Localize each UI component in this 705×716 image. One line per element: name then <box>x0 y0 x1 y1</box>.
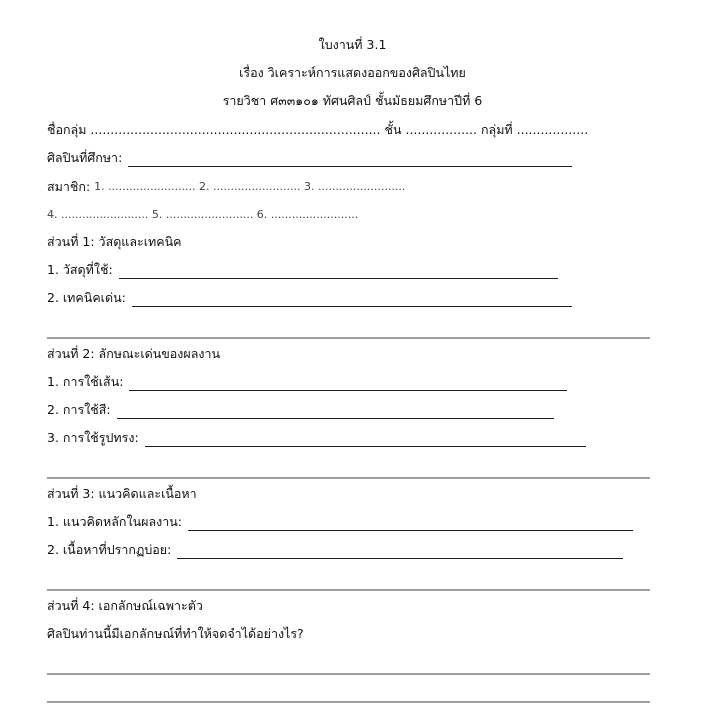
section-1-item-2 <box>47 289 572 307</box>
section-3-item-2 <box>47 541 623 559</box>
section-2-item-1 <box>47 373 567 391</box>
worksheet-subject: เรื่อง วิเคราะห์การแสดงออกของศิลปินไทย <box>239 65 466 80</box>
item-label: 1. การใช้เส้น: <box>47 374 124 389</box>
item-label: 1. แนวคิดหลักในผลงาน: <box>47 514 182 529</box>
section-1-item-1 <box>47 261 558 279</box>
divider <box>47 589 650 591</box>
divider <box>47 337 650 339</box>
answer-blank[interactable] <box>119 264 558 279</box>
answer-blank[interactable] <box>129 376 567 391</box>
item-label: 3. การใช้รูปทรง: <box>47 430 139 445</box>
item-label: 2. การใช้สี: <box>47 402 111 417</box>
worksheet-course: รายวิชา ศ๓๓๑๐๑ ทัศนศิลป์ ชั้นมัธยมศึกษาปีที่ 6 <box>222 93 483 108</box>
section-2-item-2 <box>47 401 554 419</box>
worksheet-title: ใบงานที่ 3.1 <box>318 37 387 52</box>
divider <box>47 477 650 479</box>
answer-line[interactable] <box>47 701 650 703</box>
item-label: 1. วัสดุที่ใช้: <box>47 262 113 277</box>
section-4-title: ส่วนที่ 4: เอกลักษณ์เฉพาะตัว <box>47 598 203 613</box>
members-row-1 <box>47 178 405 196</box>
section-2-title: ส่วนที่ 2: ลักษณะเด่นของผลงาน <box>47 346 221 361</box>
group-name-line: ชื่อกลุ่ม ......................................................................... ชั้น .................. กลุ่มที่ .................. <box>47 122 589 137</box>
section-3-title: ส่วนที่ 3: แนวคิดและเนื้อหา <box>47 486 197 501</box>
artist-field <box>47 149 572 167</box>
item-label: 2. เนื้อหาที่ปรากฏบ่อย: <box>47 542 172 557</box>
answer-blank[interactable] <box>132 292 572 307</box>
answer-blank[interactable] <box>188 516 633 531</box>
members-label: สมาชิก: <box>47 179 91 194</box>
answer-line[interactable] <box>47 673 650 675</box>
answer-blank[interactable] <box>117 404 554 419</box>
section-1-title: ส่วนที่ 1: วัสดุและเทคนิค <box>47 234 182 249</box>
section-2-item-3 <box>47 429 586 447</box>
members-blanks-1[interactable]: 1. ......................... 2. ......................... 3. ......................... <box>94 180 406 193</box>
section-3-item-1 <box>47 513 633 531</box>
members-row-2 <box>47 206 358 224</box>
section-4-question: ศิลปินท่านนี้มีเอกลักษณ์ที่ทำให้จดจำได้อย่างไร? <box>47 626 304 641</box>
members-blanks-2[interactable]: 4. ......................... 5. ......................... 6. ......................... <box>47 208 359 221</box>
artist-label: ศิลปินที่ศึกษา: <box>47 150 123 165</box>
answer-blank[interactable] <box>145 432 586 447</box>
item-label: 2. เทคนิคเด่น: <box>47 290 126 305</box>
artist-blank[interactable] <box>128 152 572 167</box>
answer-blank[interactable] <box>177 544 623 559</box>
